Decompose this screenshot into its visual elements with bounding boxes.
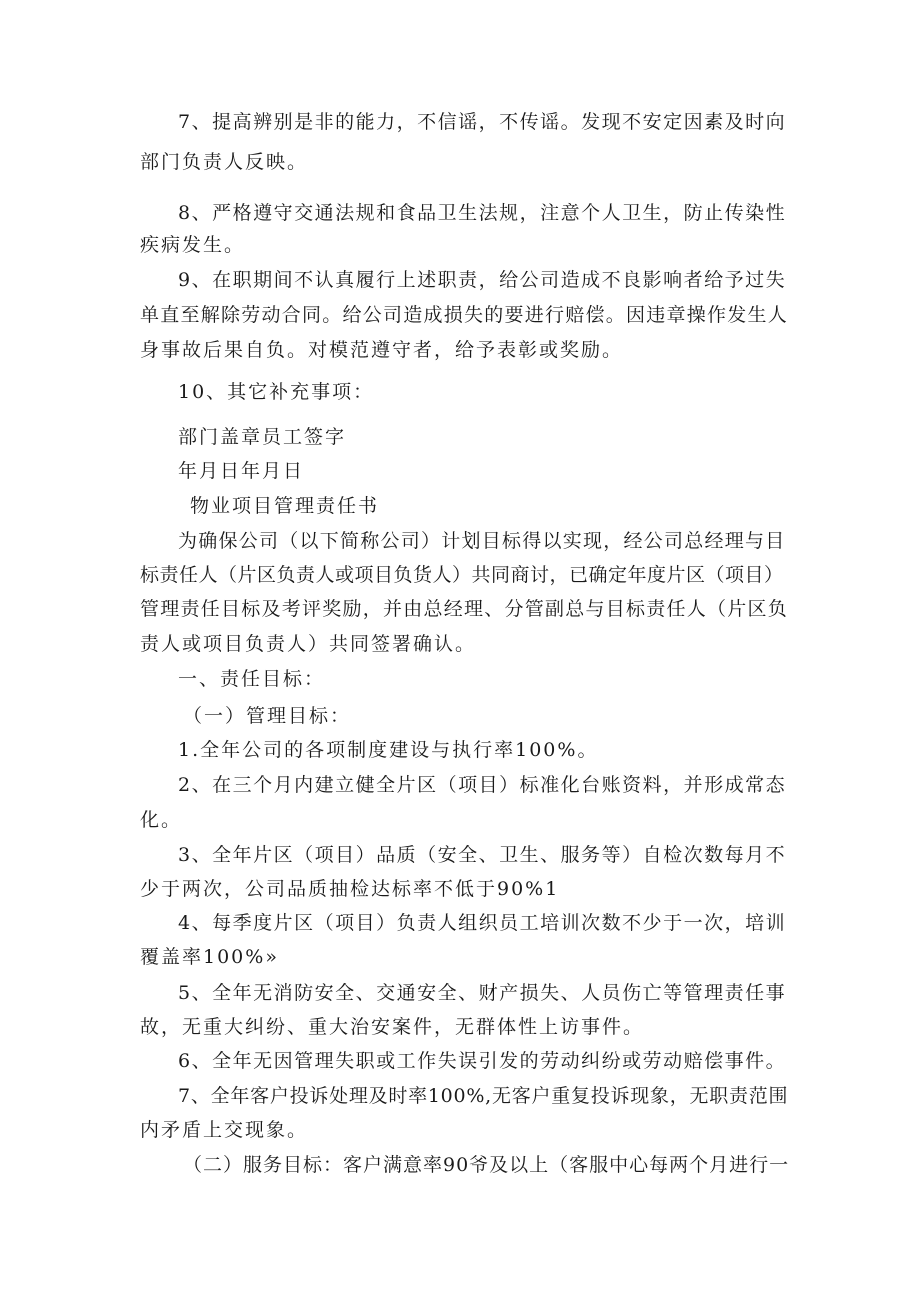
paragraph-line: 疾病发生。 <box>140 234 246 256</box>
signature-line: 部门盖章员工签字 <box>178 426 347 448</box>
paragraph-line: 化。 <box>140 809 183 831</box>
section-heading: 一、责任目标： <box>178 668 326 690</box>
paragraph-line: 9、在职期间不认真履行上述职责，给公司造成不良影响者给予过失 <box>178 269 787 291</box>
date-line: 年月日年月日 <box>178 460 305 482</box>
paragraph-line: 覆盖率100%» <box>140 946 279 968</box>
paragraph-line: 标责任人（片区负责人或项目负货人）共同商讨，已确定年度片区（项目） <box>140 564 784 586</box>
paragraph-line: 4、每季度片区（项目）负责人组织员工培训次数不少于一次，培训 <box>178 912 787 934</box>
paragraph-line: 10、其它补充事项： <box>178 381 375 403</box>
paragraph-line: 7、全年客户投诉处理及时率100%,无客户重复投诉现象，无职责范围 <box>178 1085 789 1107</box>
paragraph-line: 7、提高辨别是非的能力，不信谣，不传谣。发现不安定因素及时向 <box>178 111 787 133</box>
paragraph-line: 1.全年公司的各项制度建设与执行率100%。 <box>178 739 599 761</box>
paragraph-line: 为确保公司（以下简称公司）计划目标得以实现，经公司总经理与目 <box>178 530 786 552</box>
paragraph-line: 身事故后果自负。对模范遵守者，给予表彰或奖励。 <box>140 339 624 361</box>
paragraph-line: 6、全年无因管理失职或工作失误引发的劳动纠纷或劳动赔偿事件。 <box>178 1050 787 1072</box>
paragraph-line: 单直至解除劳动合同。给公司造成损失的要进行赔偿。因违章操作发生人 <box>140 304 789 326</box>
paragraph-line: 部门负责人反映。 <box>140 151 309 173</box>
paragraph-line: 管理责任目标及考评奖励，并由总经理、分管副总与目标责任人（片区负 <box>140 598 789 620</box>
paragraph-line: 8、严格遵守交通法规和食品卫生法规，注意个人卫生，防止传染性 <box>178 202 787 224</box>
paragraph-line: 少于两次，公司品质抽检达标率不低于90%1 <box>140 878 560 900</box>
paragraph-line: 3、全年片区（项目）品质（安全、卫生、服务等）自检次数每月不 <box>178 844 787 866</box>
paragraph-line: 5、全年无消防安全、交通安全、财产损失、人员伤亡等管理责任事 <box>178 982 787 1004</box>
document-title: 物业项目管理责任书 <box>190 495 380 517</box>
paragraph-line: 2、在三个月内建立健全片区（项目）标准化台账资料，并形成常态 <box>178 774 787 796</box>
paragraph-line: 故，无重大纠纷、重大治安案件，无群体性上访事件。 <box>140 1016 645 1038</box>
paragraph-line: 内矛盾上交现象。 <box>140 1119 309 1141</box>
paragraph-line: （二）服务目标：客户满意率90爷及以上（客服中心每两个月进行一 <box>183 1154 790 1176</box>
subsection-heading: （一）管理目标： <box>183 705 352 727</box>
paragraph-line: 责人或项目负责人）共同签署确认。 <box>140 633 477 655</box>
